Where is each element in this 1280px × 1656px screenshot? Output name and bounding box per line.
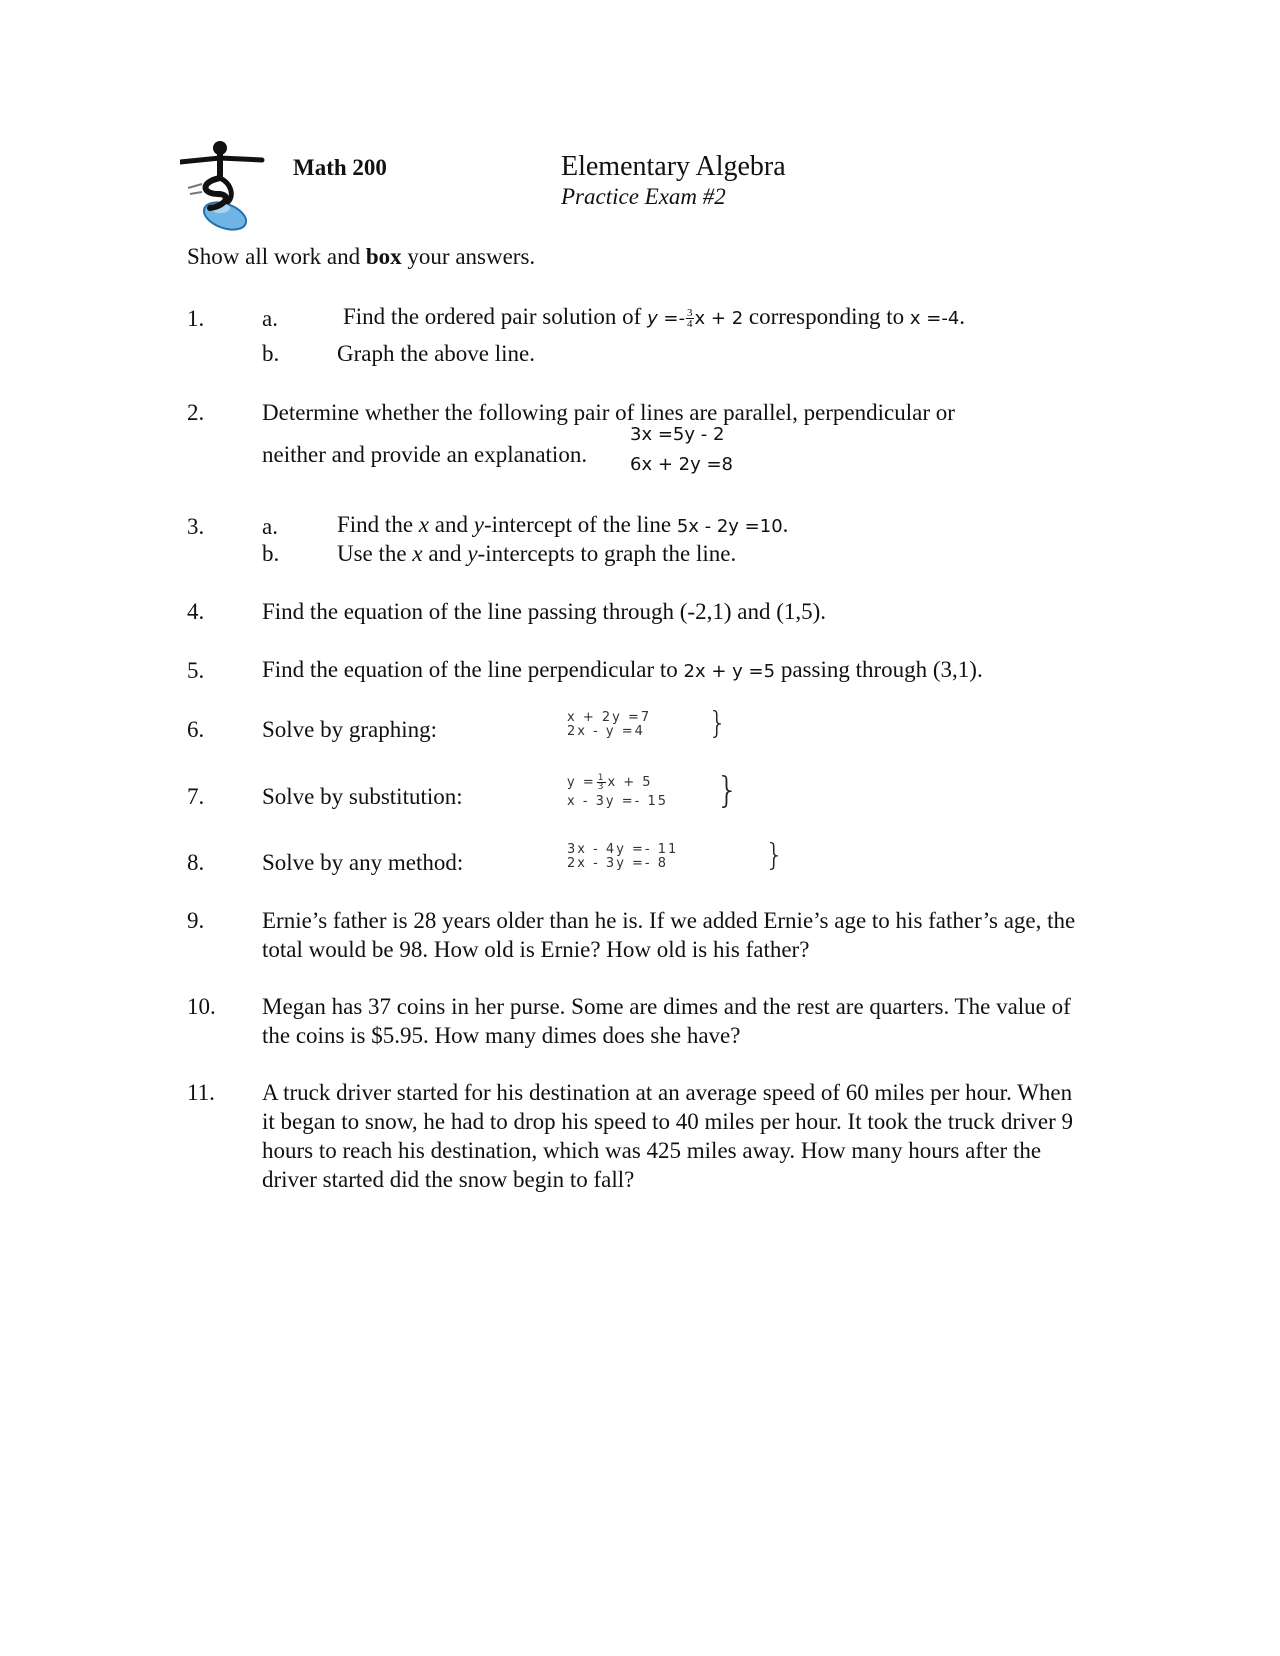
q6-eq2: 2x - y =4 bbox=[567, 724, 645, 739]
q8-number: 8. bbox=[187, 850, 205, 875]
q1-b-label: b. bbox=[262, 341, 280, 366]
q5-eq: 2x + y =5 bbox=[683, 661, 776, 682]
q6-eq1: x + 2y =7 bbox=[567, 710, 652, 725]
course-label: Math 200 bbox=[293, 155, 387, 180]
q1-a-text-before: Find the ordered pair solution of bbox=[343, 304, 642, 329]
q7-brace: } bbox=[716, 770, 739, 811]
q6-brace: } bbox=[708, 706, 728, 741]
q3-b-label: b. bbox=[262, 541, 280, 566]
q1-a-eq-rest: x + 2 bbox=[694, 308, 744, 329]
q1-fraction: $\frac{3}{4}$ bbox=[687, 307, 693, 331]
q9-text: Ernie’s father is 28 years older than he is. If we added Ernie’s age to his father’s age, the total would be 98. How old is Ernie? How old is his father? bbox=[262, 908, 1076, 962]
instructions-bold: box bbox=[365, 244, 402, 269]
q1-a-text-mid: corresponding to bbox=[748, 304, 905, 329]
q7-system bbox=[567, 774, 668, 809]
q1-b-text: Graph the above line. bbox=[337, 341, 535, 366]
q7-number: 7. bbox=[187, 784, 205, 809]
page-subtitle: Practice Exam #2 bbox=[561, 184, 726, 209]
q6-number: 6. bbox=[187, 717, 205, 742]
q2-number: 2. bbox=[187, 400, 205, 425]
q10-text: Megan has 37 coins in her purse. Some are dimes and the rest are quarters. The value of the coins is $5.95. How many dimes does she have? bbox=[262, 994, 1071, 1048]
q3-b-text: Use the x and y-intercepts to graph the line. bbox=[337, 541, 737, 566]
q4-number: 4. bbox=[187, 599, 205, 624]
q6-text: Solve by graphing: bbox=[262, 717, 438, 742]
q1-a-eq2: x =-4 bbox=[909, 308, 960, 329]
instructions-after: your answers. bbox=[401, 244, 536, 269]
q1-a-label: a. bbox=[262, 306, 278, 331]
q3-a-label: a. bbox=[262, 514, 278, 539]
q7-fraction: $\frac{1}{3}$ bbox=[597, 773, 606, 792]
q2-eq2: 6x + 2y =8 bbox=[630, 454, 733, 475]
q8-eq1: 3x - 4y =- 11 bbox=[567, 842, 679, 857]
q1-a-text: Find the ordered pair solution of y =- $\frac{3}{4}$ x + 2 corresponding to x =-4. bbox=[343, 304, 966, 331]
q4-text: Find the equation of the line passing through (-2,1) and (1,5). bbox=[262, 599, 827, 624]
surfer-logo-icon bbox=[180, 138, 280, 238]
page-title: Elementary Algebra bbox=[561, 151, 786, 182]
q8-brace: } bbox=[765, 838, 785, 873]
q3-a-eq: 5x - 2y =10 bbox=[676, 516, 783, 537]
q1-number: 1. bbox=[187, 306, 205, 331]
q11-text: A truck driver started for his destination at an average speed of 60 miles per hour. When it began to snow, he had to drop his speed to 40 miles per hour. It took the truck driver 9 hours to reach his destination, which was 425 miles away. How many hours after the driver started did the snow begin to fall? bbox=[262, 1080, 1074, 1192]
q3-number: 3. bbox=[187, 514, 205, 539]
q8-text: Solve by any method: bbox=[262, 850, 464, 875]
q8-system bbox=[567, 843, 678, 871]
q7-text: Solve by substitution: bbox=[262, 784, 463, 809]
q3-a-text: Find the x and y-intercept of the line 5x - 2y =10. bbox=[337, 512, 789, 537]
q1-a-eq-y: y =- bbox=[647, 308, 686, 329]
instructions bbox=[187, 242, 535, 271]
q5-number: 5. bbox=[187, 658, 205, 683]
q10-number: 10. bbox=[187, 994, 216, 1019]
q7-eq2: x - 3y =- 15 bbox=[567, 794, 669, 809]
q5-text: Find the equation of the line perpendicular to 2x + y =5 passing through (3,1). bbox=[262, 657, 983, 682]
q11-number: 11. bbox=[187, 1080, 215, 1105]
q7-eq1: y = $\frac{1}{3}$ x + 5 bbox=[567, 773, 653, 792]
q8-eq2: 2x - 3y =- 8 bbox=[567, 856, 669, 871]
q2-line2: neither and provide an explanation. bbox=[262, 442, 588, 467]
instructions-before: Show all work and bbox=[187, 244, 366, 269]
q2-line1: Determine whether the following pair of lines are parallel, perpendicular or bbox=[262, 400, 955, 425]
q2-eq1: 3x =5y - 2 bbox=[630, 424, 725, 445]
q6-system bbox=[567, 711, 651, 739]
q9-number: 9. bbox=[187, 908, 205, 933]
